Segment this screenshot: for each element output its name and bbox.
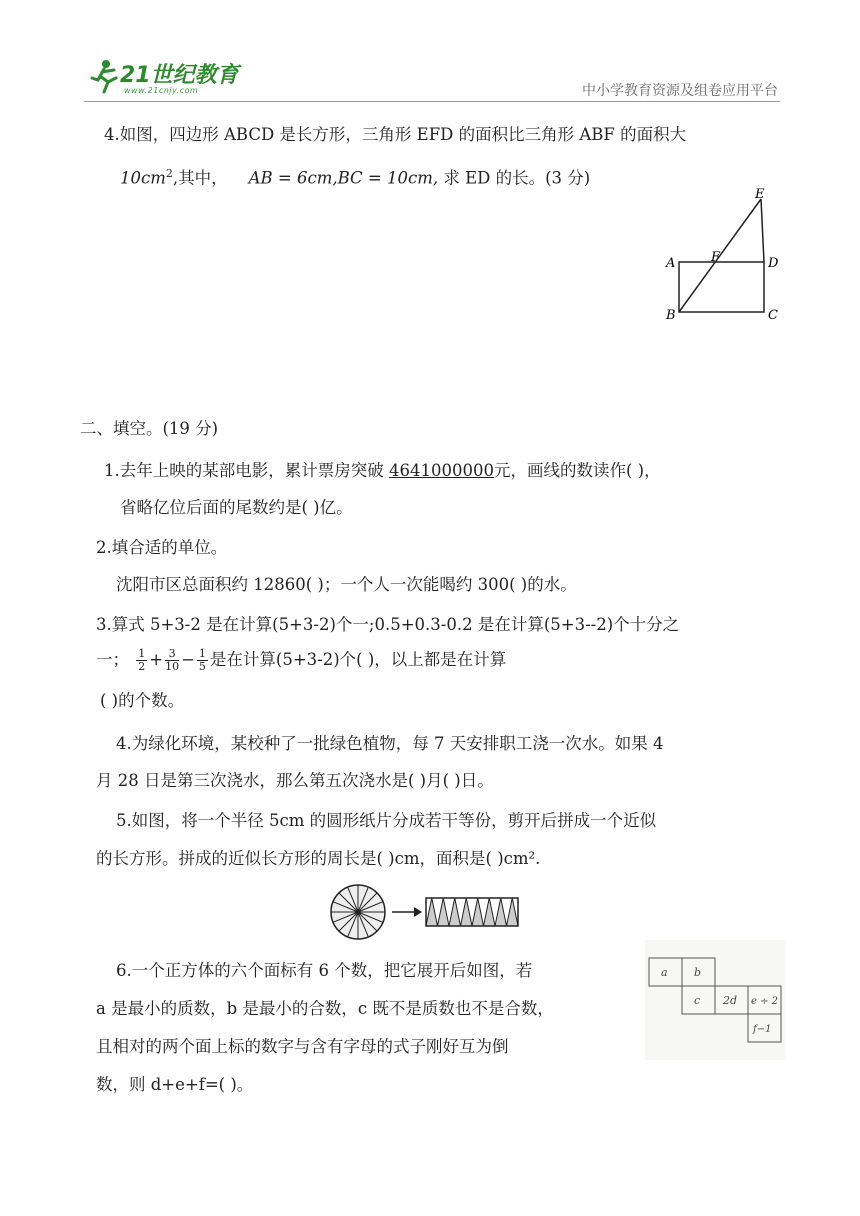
frac1-den: 2 [138,660,146,673]
q4-line2-text: ,其中， [172,168,228,188]
net-b: b [694,966,702,979]
logo-text: 21世纪教育 [120,63,239,88]
platform-name: 中小学教育资源及组卷应用平台 [582,83,778,99]
fraction-3-10 [165,648,179,673]
q4-ask: 求 ED 的长。(3 分) [438,168,591,188]
s2-q6-line2: a 是最小的质数，b 是最小的合数，c 既不是质数也不是合数， [96,999,554,1018]
q4-area-value: 10cm [120,168,166,188]
s2-q4-line2: 月 28 日是第三次浇水，那么第五次浇水是( )月( )日。 [96,771,494,790]
s2-q6-line1: 6.一个正方体的六个面标有 6 个数，把它展开后如图，若 [116,961,533,980]
frac3-num: 1 [198,647,206,660]
frac2-num: 3 [165,648,179,661]
q4-line1: 4.如图，四边形 ABCD 是长方形，三角形 EFD 的面积比三角形 ABF 的面积大 [104,125,687,144]
rectangle-figure [660,185,785,325]
arrow-icon [392,907,422,917]
s2-q6-line3: 且相对的两个面上标的数字与含有字母的式子刚好互为倒 [96,1037,509,1056]
frac3-den: 5 [198,660,206,673]
segment-de [761,199,764,262]
label-d: D [768,256,779,271]
s2-q3-text-b: 是在计算(5+3-2)个( )，以上都是在计算 [209,650,507,669]
q4-given: AB = 6cm,BC = 10cm, [248,168,439,188]
label-b: B [666,308,676,323]
minus-sign: − [181,650,195,669]
cube-net-figure [645,940,785,1060]
frac1-num: 1 [138,647,146,660]
s2-q1-line1 [104,460,661,482]
s2-q3-line3: ( )的个数。 [100,691,185,710]
s2-q5-line2: 的长方形。拼成的近似长方形的周长是( )cm，面积是( )cm². [96,849,541,868]
net-e2: e ÷ 2 [751,996,779,1007]
label-f: F [711,250,721,265]
fraction-1-5 [197,648,208,673]
rectangle-abcd [679,262,764,312]
s2-q2-title: 2.填合适的单位。 [96,538,228,557]
s2-q3-line2 [96,648,506,673]
q4-line2 [120,163,590,190]
net-2d: 2d [723,994,738,1007]
section2-title: 二、填空。(19 分) [80,419,219,438]
sectored-circle [331,885,385,939]
header-divider [84,101,780,102]
s2-q4-line1: 4.为绿化环境，某校种了一批绿色植物，每 7 天安排职工浇一次水。如果 4 [116,734,664,753]
logo-url: www.21cnjy.com [124,86,199,95]
s2-q1-text-a: 1.去年上映的某部电影，累计票房突破 [104,461,389,480]
s2-q3-lead: 一； [96,650,129,669]
frac2-den: 10 [165,660,180,673]
s2-q2-line: 沈阳市区总面积约 12860( )；一个人一次能喝约 300( )的水。 [116,575,577,594]
circle-to-rectangle-figure [328,882,528,942]
s2-q1-line2: 省略亿位后面的尾数约是( )亿。 [120,498,353,517]
net-f1: f−1 [753,1024,772,1035]
s2-q5-line1: 5.如图，将一个半径 5cm 的圆形纸片分成若干等份，剪开后拼成一个近似 [116,811,657,830]
label-c: C [768,308,778,323]
plus-sign: + [149,650,164,669]
approx-rectangle [426,898,518,926]
q4-area-sup: 2 [165,167,173,180]
label-a: A [666,256,676,271]
s2-q1-text-b: 元，画线的数读作( )， [493,461,661,480]
s2-q3-line1: 3.算式 5+3-2 是在计算(5+3-2)个一;0.5+0.3-0.2 是在计算(5+3--2)个十分之 [96,615,680,634]
label-e: E [755,187,765,202]
net-c: c [694,994,701,1007]
fraction-1-2 [136,648,147,673]
net-a: a [661,966,668,979]
s2-q6-line4: 数，则 d+e+f=( )。 [96,1075,254,1094]
s2-q1-number: 4641000000 [389,461,494,480]
